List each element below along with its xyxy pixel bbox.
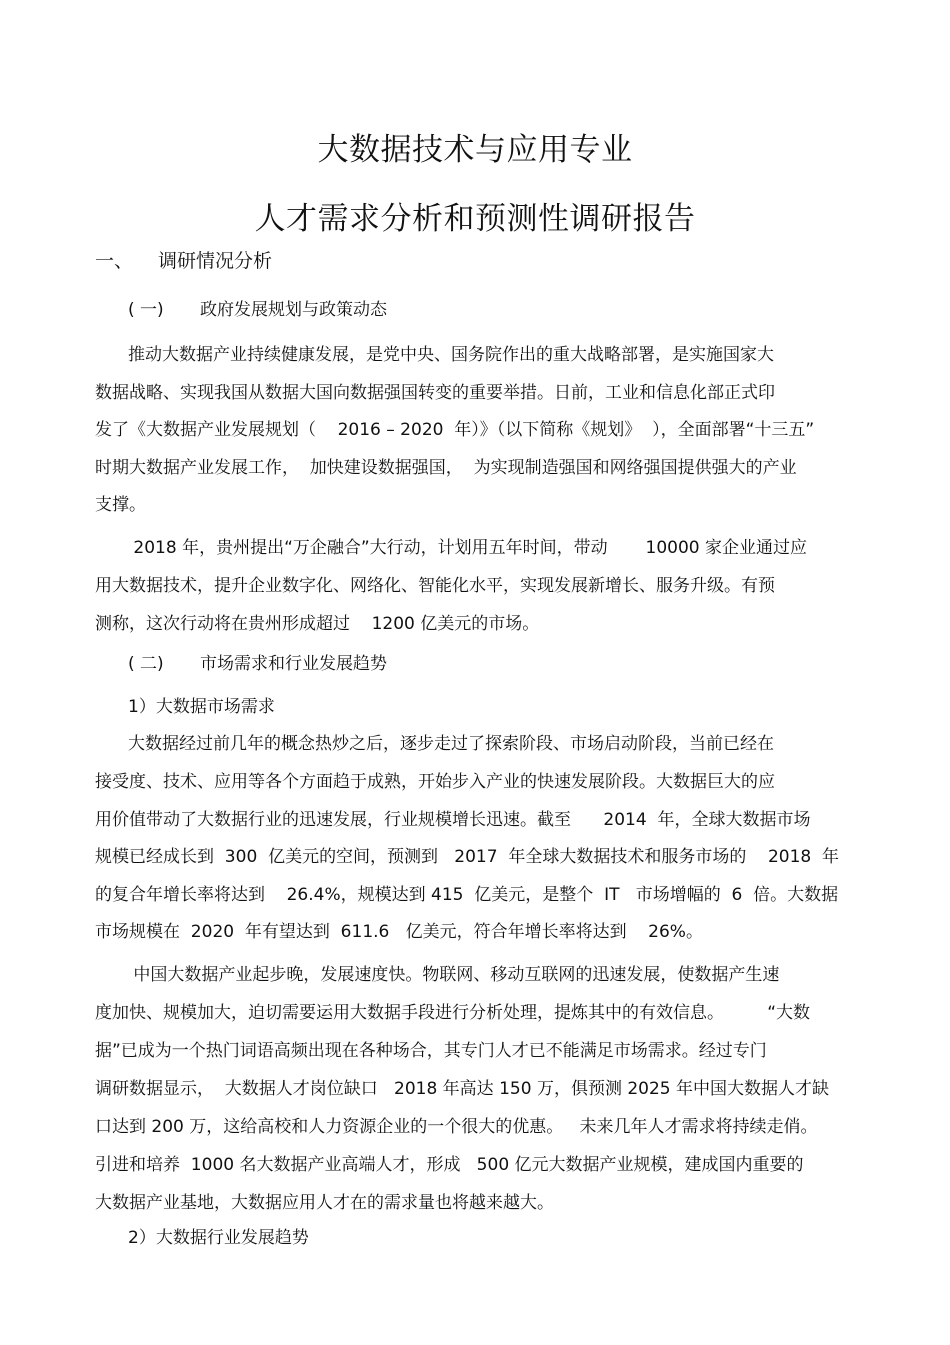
subsection-2-number: ( 二) — [128, 654, 164, 674]
paragraph-1-line: 支撑。 — [95, 495, 146, 515]
paragraph-1-line: 时期大数据产业发展工作， 加快建设数据强国， 为实现制造强国和网络强国提供强大的产业 — [95, 458, 797, 478]
paragraph-2-line: 2018 年，贵州提出“万企融合”大行动，计划用五年时间，带动 10000 家企业通过应 — [128, 538, 807, 558]
paragraph-2-line: 用大数据技术，提升企业数字化、网络化、智能化水平，实现发展新增长、服务升级。有预 — [95, 576, 775, 596]
section-1-heading: 调研情况分析 — [158, 250, 273, 272]
paragraph-3-line: 市场规模在 2020 年有望达到 611.6 亿美元，符合年增长率将达到 26%。 — [95, 922, 703, 942]
paragraph-2-line: 测称，这次行动将在贵州形成超过 1200 亿美元的市场。 — [95, 614, 540, 634]
paragraph-1-line: 数据战略、实现我国从数据大国向数据强国转变的重要举措。日前，工业和信息化部正式印 — [95, 383, 775, 403]
paragraph-3-line: 接受度、技术、应用等各个方面趋于成熟，开始步入产业的快速发展阶段。大数据巨大的应 — [95, 772, 775, 792]
paragraph-4-line: 引进和培养 1000 名大数据产业高端人才，形成 500 亿元大数据产业规模，建成国内重要的 — [95, 1155, 804, 1175]
document-title-line-2: 人才需求分析和预测性调研报告 — [254, 201, 696, 237]
paragraph-1-line: 推动大数据产业持续健康发展，是党中央、国务院作出的重大战略部署，是实施国家大 — [128, 345, 774, 365]
paragraph-4-line: 大数据产业基地，大数据应用人才在的需求量也将越来越大。 — [95, 1193, 554, 1213]
paragraph-3-line: 规模已经成长到 300 亿美元的空间，预测到 2017 年全球大数据技术和服务市场的 2018 年 — [95, 847, 840, 867]
paragraph-4-line: 口达到 200 万，这给高校和人力资源企业的一个很大的优惠。 未来几年人才需求将持续走俏。 — [95, 1117, 818, 1137]
paragraph-3-line: 用价值带动了大数据行业的迅速发展，行业规模增长迅速。截至 2014 年，全球大数据市场 — [95, 810, 811, 830]
paragraph-3-line: 的复合年增长率将达到 26.4%，规模达到 415 亿美元，是整个 IT 市场增幅的 6 倍。大数据 — [95, 885, 839, 905]
paragraph-1-line: 发了《大数据产业发展规划（ 2016 – 2020 年）》（以下简称《规划》 ），全面部署“十三五” — [95, 420, 815, 440]
paragraph-4-line: 据”已成为一个热门词语高频出现在各种场合，其专门人才已不能满足市场需求。经过专门 — [95, 1041, 767, 1061]
section-1-number: 一、 — [95, 250, 134, 272]
document-title-line-1: 大数据技术与应用专业 — [317, 132, 633, 168]
subsection-1-number: ( 一) — [128, 300, 164, 320]
paragraph-4-line: 度加快、规模加大，迫切需要运用大数据手段进行分析处理，提炼其中的有效信息。 “大数 — [95, 1003, 811, 1023]
list-item-1: 1）大数据市场需求 — [128, 697, 275, 717]
subsection-2-heading: 市场需求和行业发展趋势 — [200, 654, 387, 674]
list-item-2: 2）大数据行业发展趋势 — [128, 1228, 309, 1248]
paragraph-4-line: 调研数据显示， 大数据人才岗位缺口 2018 年高达 150 万，俱预测 2025 年中国大数据人才缺 — [95, 1079, 830, 1099]
subsection-1-heading: 政府发展规划与政策动态 — [200, 300, 387, 320]
paragraph-4-line: 中国大数据产业起步晚，发展速度快。物联网、移动互联网的迅速发展，使数据产生速 — [128, 965, 780, 985]
paragraph-3-line: 大数据经过前几年的概念热炒之后，逐步走过了探索阶段、市场启动阶段，当前已经在 — [128, 734, 774, 754]
